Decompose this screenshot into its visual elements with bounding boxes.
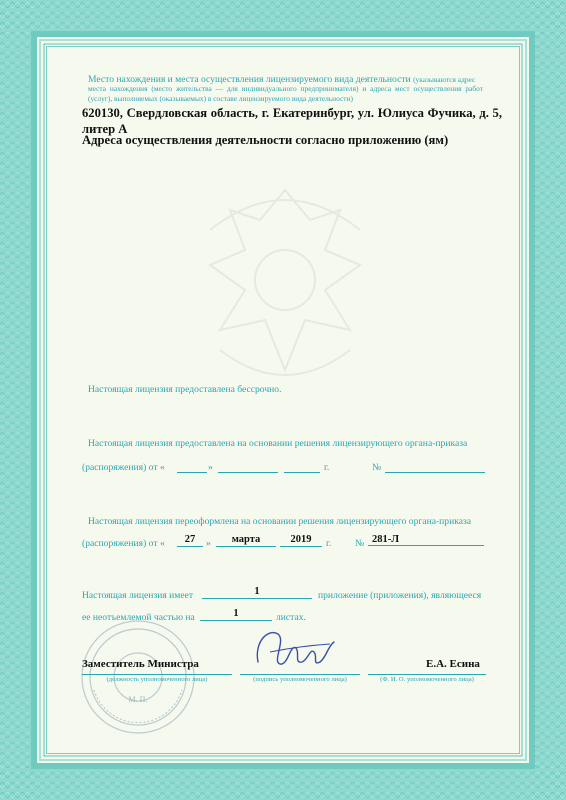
location-header-note: (указываются адрес [413, 75, 476, 84]
signatory-name: Е.А. Есина [426, 658, 480, 670]
location-header-title: Место нахождения и места осуществления лицензируемого вида деятельности [88, 74, 411, 85]
reissue-prefix: (распоряжения) от « [82, 538, 165, 549]
appendix-line2-prefix: ее неотъемлемой частью на [82, 612, 195, 623]
reissue-line1: Настоящая лицензия переоформлена на основании решения лицензирующего органа-приказа [88, 516, 472, 527]
grounds-month-field [218, 460, 278, 473]
grounds-number-field [385, 460, 485, 473]
appendix-count-field: 1 [202, 586, 312, 599]
caption-position: (должность уполномоченного лица) [82, 674, 232, 683]
reissue-number-label: № [355, 538, 365, 549]
grounds-prefix: (распоряжения) от « [82, 462, 165, 473]
reissue-year-suffix: г. [326, 538, 332, 549]
caption-signature: (подпись уполномоченного лица) [240, 674, 360, 683]
grounds-day-field [177, 460, 207, 473]
reissue-month-field: марта [216, 534, 276, 547]
appendix-line2-suffix: листах. [276, 612, 306, 623]
validity-statement: Настоящая лицензия предоставлена бессрочно. [88, 384, 282, 395]
reissue-number-field: 281-Л [368, 534, 484, 546]
grounds-year-suffix: г. [324, 462, 330, 473]
reissue-quote-close: » [206, 538, 211, 549]
appendix-line1-suffix: приложение (приложения), являющееся [318, 590, 482, 601]
grounds-quote-close: » [208, 462, 213, 473]
stamp-text: М. П. [128, 695, 148, 704]
emblem-watermark [150, 170, 420, 410]
grounds-line1: Настоящая лицензия предоставлена на основании решения лицензирующего органа-приказа [88, 438, 468, 449]
grounds-year-field [284, 460, 320, 473]
signatory-position: Заместитель Министра [82, 658, 199, 670]
caption-name: (Ф. И. О. уполномоченного лица) [368, 674, 486, 683]
license-address: 620130, Свердловская область, г. Екатеринбург, ул. Юлиуса Фучика, д. 5, литер А [82, 106, 502, 136]
activity-addresses: Адреса осуществления деятельности согласно приложению (ям) [82, 133, 449, 147]
appendix-sheets-field: 1 [200, 608, 272, 621]
location-header-note-cont: места нахождения (место жительства — для индивидуального предпринимателя) и адреса мест осуществления работ (услуг), выполняемых (оказываемых) в составе лицензируемого вида деятельности) [88, 84, 483, 103]
grounds-number-label: № [372, 462, 382, 473]
signature-mark [250, 622, 340, 674]
reissue-year-field: 2019 [280, 534, 322, 547]
appendix-line1-prefix: Настоящая лицензия имеет [82, 590, 194, 601]
reissue-day-field: 27 [177, 534, 203, 547]
